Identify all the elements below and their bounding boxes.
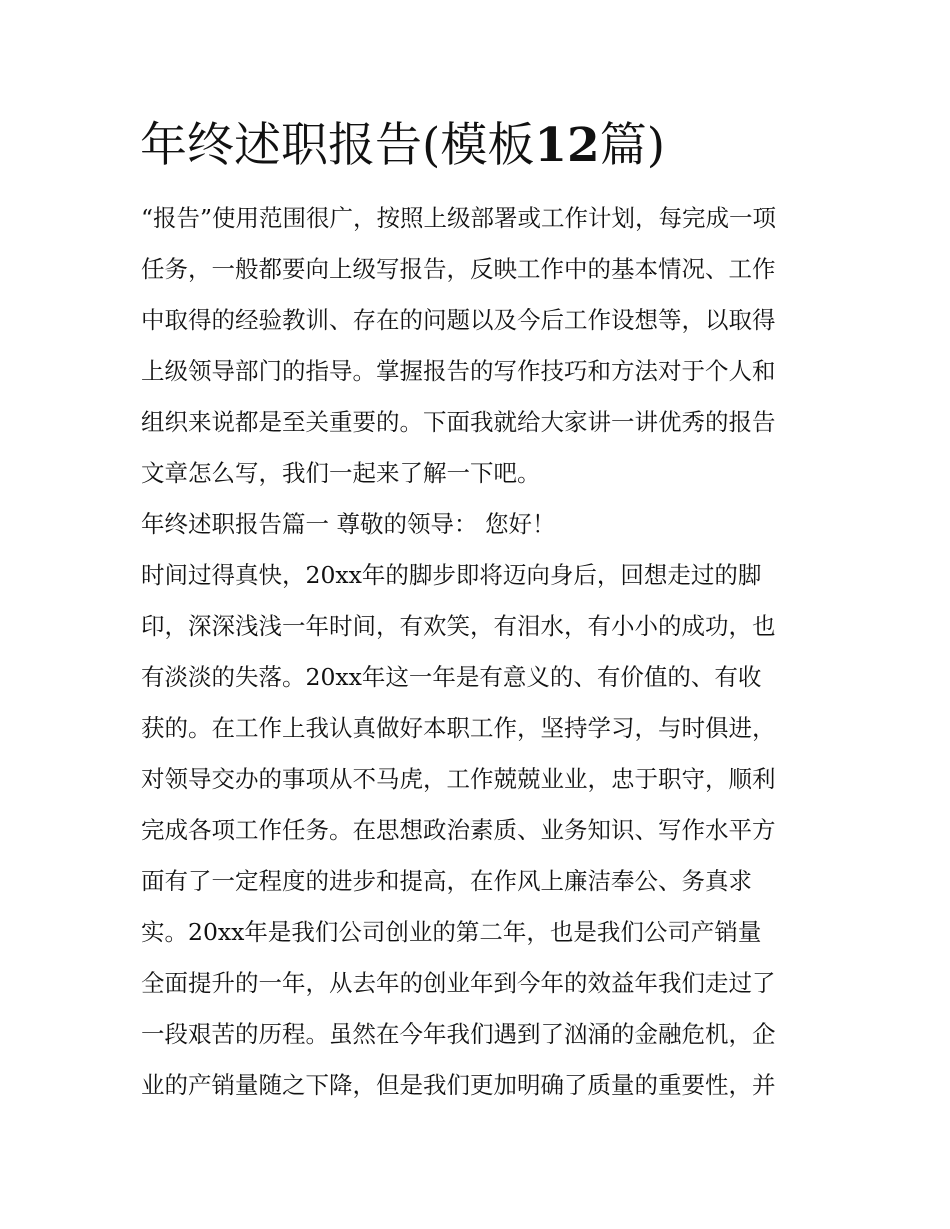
body-line: 文章怎么写，我们一起来了解一下吧。 [141, 459, 541, 487]
body-line: 印，深深浅浅一年时间，有欢笑，有泪水，有小小的成功，也 [141, 612, 776, 640]
body-line: 组织来说都是至关重要的。下面我就给大家讲一讲优秀的报告 [141, 408, 776, 436]
body-line: 时间过得真快，20xx年的脚步即将迈向身后，回想走过的脚 [141, 561, 762, 589]
body-line: 中取得的经验教训、存在的问题以及今后工作设想等，以取得 [141, 306, 776, 334]
body-line: 一段艰苦的历程。虽然在今年我们遇到了汹涌的金融危机，企 [141, 1020, 776, 1048]
body-line: 全面提升的一年，从去年的创业年到今年的效益年我们走过了 [141, 969, 776, 997]
body-line: 业的产销量随之下降，但是我们更加明确了质量的重要性，并 [141, 1071, 776, 1099]
body-line: 面有了一定程度的进步和提高，在作风上廉洁奉公、务真求 [141, 867, 752, 895]
document-title: 年终述职报告(模板12篇) [140, 118, 666, 173]
title-number: 12 [534, 118, 600, 173]
body-line: 实。20xx年是我们公司创业的第二年，也是我们公司产销量 [141, 918, 762, 946]
body-line: 获的。在工作上我认真做好本职工作，坚持学习，与时俱进， [141, 714, 776, 742]
body-line: 年终述职报告篇一 尊敬的领导： 您好！ [141, 510, 556, 538]
body-line: “报告”使用范围很广，按照上级部署或工作计划，每完成一项 [141, 204, 777, 232]
body-line: 任务，一般都要向上级写报告，反映工作中的基本情况、工作 [141, 255, 776, 283]
body-line: 上级领导部门的指导。掌握报告的写作技巧和方法对于个人和 [141, 357, 776, 385]
body-line: 有淡淡的失落。20xx年这一年是有意义的、有价值的、有收 [141, 663, 762, 691]
body-line: 完成各项工作任务。在思想政治素质、业务知识、写作水平方 [141, 816, 776, 844]
body-line: 对领导交办的事项从不马虎，工作兢兢业业，忠于职守，顺利 [141, 765, 776, 793]
